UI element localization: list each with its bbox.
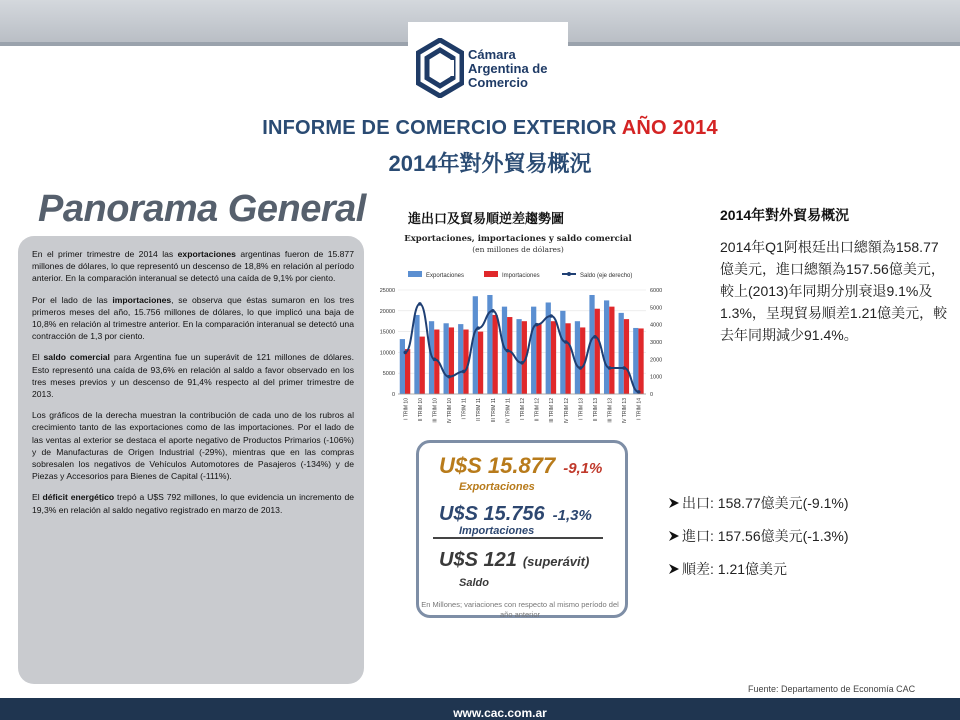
bar	[531, 307, 536, 394]
x-tick-label: IV TRIM 10	[447, 398, 454, 424]
saldo-point	[433, 358, 437, 362]
y2-tick-label: 0	[650, 392, 654, 398]
trade-chart-svg	[368, 228, 668, 440]
paragraph-keyword: exportaciones	[177, 249, 236, 259]
y-tick-label: 5000	[382, 371, 395, 378]
paragraph-text: Los gráficos de la derecha muestran la contribución de cada uno de los rubros al crecimiento tanto de las exportaciones como de las importaciones. Por el lado de las ventas al exterior se destaca el aporte negativo de Productos Primarios (-106%) y de Manufacturas de Origen Industrial (-29%), mientras que en las compras sobresalen los negativos de Vehículos Automotores de Pasajeros (-134%) y de Piezas y Accesorios para Bienes de Capital (-111%).	[32, 410, 354, 482]
saldo-point	[447, 375, 451, 379]
saldo-point	[637, 390, 641, 394]
saldo-point	[403, 351, 407, 355]
bullet-text: 進口: 157.56億美元(-1.3%)	[682, 527, 849, 544]
y2-tick-label: 3000	[650, 340, 663, 346]
bar	[420, 337, 425, 394]
bar	[609, 307, 614, 394]
imports-label: Importaciones	[459, 525, 535, 537]
x-tick-label: IV TRIM 12	[563, 398, 570, 424]
panorama-paragraph	[32, 351, 354, 400]
saldo-point	[549, 314, 553, 318]
panorama-text-box	[18, 236, 364, 684]
saldo-point	[608, 366, 612, 370]
summary-divider	[433, 537, 603, 539]
bar	[624, 319, 629, 394]
bar	[551, 321, 556, 394]
arrow-bullet-icon	[668, 530, 680, 542]
chart-title: Exportaciones, importaciones y saldo comercial	[404, 234, 632, 244]
paragraph-text: El	[32, 352, 44, 363]
bullet-text: 出口: 158.77億美元(-9.1%)	[682, 494, 849, 511]
paragraph-keyword: déficit energético	[42, 492, 115, 503]
saldo-point	[564, 340, 568, 344]
chart-heading: 進出口及貿易順逆差趨勢圖	[408, 211, 565, 226]
title-main: INFORME DE COMERCIO EXTERIOR	[262, 117, 617, 139]
bullet-item	[668, 519, 849, 552]
x-tick-label: II TRIM 13	[592, 398, 599, 422]
paragraph-text: En el primer trimestre de 2014 las	[32, 249, 178, 259]
balance-sub: (superávit)	[522, 554, 590, 569]
imports-summary	[439, 503, 592, 526]
y-tick-label: 25000	[379, 288, 395, 294]
y2-tick-label: 5000	[650, 305, 663, 312]
panorama-paragraph	[32, 294, 354, 343]
bar	[458, 324, 463, 394]
saldo-point	[520, 361, 524, 365]
panorama-paragraph	[32, 409, 354, 482]
bar	[444, 323, 449, 394]
paragraph-keyword: saldo comercial	[43, 352, 110, 363]
summary-note: En Millones; variaciones con respecto al mismo período del año anterior	[421, 600, 619, 619]
saldo-point	[535, 323, 539, 327]
x-tick-label: II TRIM 10	[417, 398, 424, 422]
bar	[449, 327, 454, 394]
chart-subtitle: (en millones de dólares)	[472, 245, 564, 254]
source-note: Fuente: Departamento de Economía CAC	[748, 684, 916, 694]
x-tick-label: I TRIM 13	[578, 398, 585, 420]
x-tick-label: I TRIM 11	[461, 398, 468, 420]
legend-label: Saldo (eje derecho)	[580, 273, 633, 279]
bar	[473, 296, 478, 394]
paragraph-text: trepó a U$S 792 millones, lo que evidencia un incremento de 19,3% en relación al saldo negativo registrado en marzo de 2013.	[32, 492, 355, 515]
legend-label: Importaciones	[502, 273, 540, 279]
bar	[633, 328, 638, 394]
paragraph-keyword: importaciones	[112, 294, 172, 305]
bar	[516, 319, 521, 394]
saldo-point	[593, 335, 597, 339]
bullet-item	[668, 486, 849, 519]
right-body: 2014年Q1阿根廷出口總額為158.77億美元，進口總額為157.56億美元，較上(2013)年同期分別衰退9.1%及1.3%，呈現貿易順差1.21億美元，較去年同期減少91.4%。	[720, 239, 948, 343]
cac-logo-icon	[416, 38, 464, 98]
legend-swatch	[484, 271, 498, 277]
y-tick-label: 10000	[379, 350, 395, 357]
bullet-item	[668, 552, 849, 585]
paragraph-text: El	[32, 492, 43, 503]
balance-label: Saldo	[459, 577, 489, 589]
saldo-point	[506, 349, 510, 353]
bullet-text: 順差: 1.21億美元	[682, 560, 788, 577]
paragraph-text: para Argentina fue un superávit de 121 millones de dólares. Esto representó una caída de 93,6% en relación al saldo a favor observado en los tres meses previos y un descenso de 91,4% respecto al del primer trimestre de 2013.	[32, 352, 354, 400]
y2-tick-label: 6000	[650, 288, 663, 294]
x-tick-label: II TRIM 11	[476, 398, 483, 421]
exports-pct: -9,1%	[563, 460, 603, 477]
y2-tick-label: 2000	[650, 357, 663, 364]
bar	[405, 349, 410, 394]
bullet-list	[668, 486, 849, 585]
x-tick-label: II TRIM 12	[534, 398, 541, 422]
x-tick-label: III TRIM 10	[432, 398, 439, 423]
website-link[interactable]: www.cac.com.ar	[453, 706, 547, 720]
bar	[478, 332, 483, 394]
cac-logo	[408, 22, 568, 117]
bar	[536, 323, 541, 394]
x-tick-label: I TRIM 10	[403, 398, 410, 420]
summary-box	[416, 440, 628, 618]
bar	[560, 311, 565, 394]
arrow-bullet-icon	[668, 497, 680, 509]
x-tick-label: III TRIM 13	[607, 398, 614, 423]
legend-swatch	[567, 272, 571, 276]
bar	[604, 300, 609, 394]
paragraph-text: argentinas fueron de 15.877 millones de dólares, lo que representó un descenso de 18,8% en relación al período anterior. En la comparación interanual se detectó una caída de 9,1% por ciento.	[32, 249, 354, 284]
x-tick-label: I TRIM 12	[520, 398, 526, 420]
bottom-bar	[0, 698, 960, 720]
right-title: 2014年對外貿易概況	[720, 207, 850, 223]
page-title-chinese: 2014年對外貿易概況	[388, 151, 592, 176]
panorama-paragraphs	[32, 248, 354, 525]
logo-line: Argentina de	[468, 61, 548, 76]
bar	[414, 315, 419, 394]
title-year: AÑO 2014	[621, 117, 718, 139]
imports-value: U$S 15.756	[439, 503, 545, 525]
exports-label: Exportaciones	[459, 481, 535, 493]
paragraph-text: , se observa que éstas sumaron en los tres primeros meses del año, 15.756 millones de dólares, lo que implicó una baja de 10,8% en relación al trimestre anterior. En la comparación interanual se detectó una contracción de 1,3 por ciento.	[32, 294, 355, 342]
x-tick-label: III TRIM 11	[490, 398, 497, 423]
bar	[619, 313, 624, 394]
logo-line: Cámara	[468, 47, 516, 62]
balance-summary	[439, 549, 589, 572]
legend-swatch	[408, 271, 422, 277]
y-tick-label: 20000	[379, 308, 395, 315]
x-tick-label: IV TRIM 13	[622, 398, 629, 424]
x-tick-label: I TRIM 14	[636, 398, 643, 420]
exports-value: U$S 15.877	[439, 453, 556, 478]
y-tick-label: 0	[391, 392, 395, 398]
bar	[507, 317, 512, 394]
bar	[638, 328, 643, 394]
y2-tick-label: 1000	[650, 374, 663, 381]
exports-summary	[439, 453, 602, 479]
saldo-point	[491, 309, 495, 313]
balance-value: U$S 121	[439, 549, 517, 571]
y2-tick-label: 4000	[650, 322, 663, 329]
x-tick-label: IV TRIM 11	[505, 398, 512, 423]
bar	[493, 315, 498, 394]
trade-chart	[368, 228, 668, 440]
imports-pct: -1,3%	[552, 507, 592, 524]
legend-label: Exportaciones	[426, 273, 465, 279]
saldo-point	[462, 370, 466, 374]
panorama-paragraph	[32, 248, 354, 285]
saldo-point	[622, 366, 626, 370]
paragraph-text: Por el lado de las	[32, 294, 113, 305]
saldo-point	[476, 326, 480, 330]
logo-text	[468, 48, 568, 90]
saldo-point	[579, 366, 583, 370]
page-title	[0, 117, 960, 140]
panorama-heading: Panorama General	[38, 188, 366, 230]
x-tick-label: III TRIM 12	[549, 398, 556, 423]
y-tick-label: 15000	[379, 329, 395, 336]
panorama-paragraph	[32, 491, 354, 515]
bar	[565, 323, 570, 394]
arrow-bullet-icon	[668, 563, 680, 575]
bar	[400, 339, 405, 394]
saldo-point	[418, 302, 422, 306]
bar	[595, 309, 600, 394]
bar	[575, 321, 580, 394]
logo-line: Comercio	[468, 75, 528, 90]
